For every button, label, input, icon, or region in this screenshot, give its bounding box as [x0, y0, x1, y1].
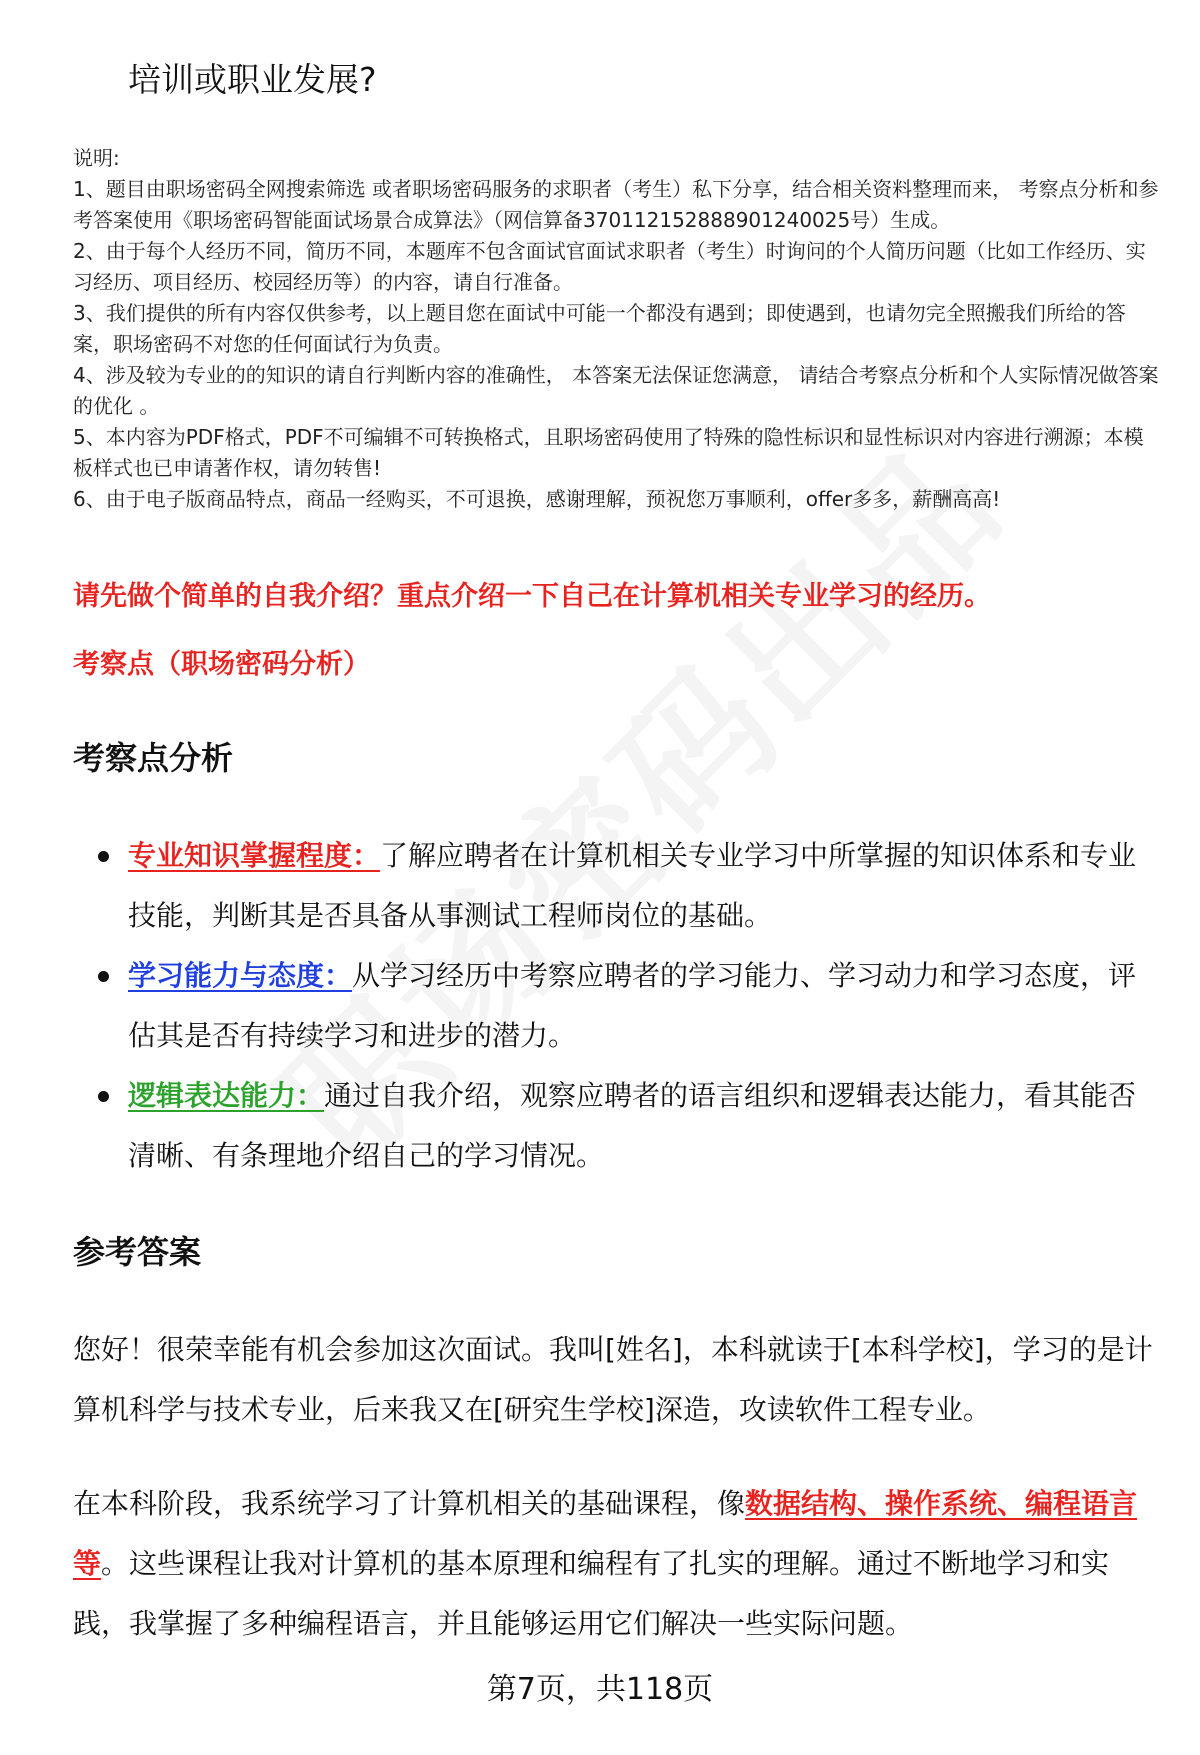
notes-block — [73, 143, 1163, 515]
analysis-text: 从学习经历中考察应聘者的学习能力、学习动力和学习态度，评估其是否有持续学习和进步的潜力。 — [128, 959, 1137, 1052]
answer-text: 在本科阶段，我系统学习了计算机相关的基础课程，像 — [73, 1487, 746, 1520]
interview-question: 请先做个简单的自我介绍？重点介绍一下自己在计算机相关专业学习的经历。 — [73, 581, 991, 612]
answer-paragraph: 您好！很荣幸能有机会参加这次面试。我叫[姓名]，本科就读于[本科学校]，学习的是计算机科学与技术专业，后来我又在[研究生学校]深造，攻读软件工程专业。 — [73, 1333, 1153, 1426]
top-question: 培训或职业发展? — [128, 60, 377, 99]
note-item: 3、我们提供的所有内容仅供参考，以上题目您在面试中可能一个都没有遇到；即使遇到，也请勿完全照搬我们所给的答案，职场密码不对您的任何面试行为负责。 — [73, 301, 1126, 356]
note-item: 2、由于每个人经历不同，简历不同，本题库不包含面试官面试求职者（考生）时询问的个人简历问题（比如工作经历、实习经历、项目经历、校园经历等）的内容，请自行准备。 — [73, 239, 1146, 294]
note-item: 1、题目由职场密码全网搜索筛选 或者职场密码服务的求职者（考生）私下分享，结合相关资料整理而来， 考察点分析和参考答案使用《职场密码智能面试场景合成算法》（网信算备370112152888901240025号）生成。 — [73, 177, 1159, 232]
bullet-dot-icon — [98, 1091, 109, 1102]
answer-text: 。这些课程让我对计算机的基本原理和编程有了扎实的理解。通过不断地学习和实践，我掌握了多种编程语言，并且能够运用它们解决一些实际问题。 — [73, 1547, 1110, 1640]
analysis-term: 逻辑表达能力： — [128, 1079, 325, 1112]
analysis-term: 专业知识掌握程度： — [128, 839, 381, 872]
note-item: 4、涉及较为专业的的知识的请自行判断内容的准确性， 本答案无法保证您满意， 请结合考察点分析和个人实际情况做答案的优化 。 — [73, 363, 1159, 418]
analysis-term: 学习能力与态度： — [128, 959, 353, 992]
bullet-dot-icon — [98, 971, 109, 982]
question-subtitle: 考察点（职场密码分析） — [73, 649, 370, 680]
analysis-text: 了解应聘者在计算机相关专业学习中所掌握的知识体系和专业技能，判断其是否具备从事测试工程师岗位的基础。 — [128, 839, 1137, 932]
analysis-heading: 考察点分析 — [73, 739, 234, 777]
analysis-text: 通过自我介绍，观察应聘者的语言组织和逻辑表达能力，看其能否清晰、有条理地介绍自己的学习情况。 — [128, 1079, 1137, 1172]
answer-heading: 参考答案 — [73, 1233, 202, 1271]
page-number: 第7页，共118页 — [486, 1672, 714, 1707]
answer-highlight: 数据结构、操作系统、编程语言等 — [73, 1487, 1138, 1580]
note-item: 6、由于电子版商品特点，商品一经购买，不可退换，感谢理解，预祝您万事顺利，offer多多，薪酬高高! — [73, 487, 1001, 511]
analysis-list — [73, 826, 1163, 1186]
notes-title: 说明: — [73, 146, 120, 170]
analysis-item — [73, 946, 1163, 1066]
answer-paragraph — [73, 1474, 1163, 1654]
analysis-item — [73, 1066, 1163, 1186]
analysis-item — [73, 826, 1163, 946]
bullet-dot-icon — [98, 851, 109, 862]
note-item: 5、本内容为PDF格式，PDF不可编辑不可转换格式，且职场密码使用了特殊的隐性标识和显性标识对内容进行溯源；本模板样式也已申请著作权，请勿转售! — [73, 425, 1144, 480]
